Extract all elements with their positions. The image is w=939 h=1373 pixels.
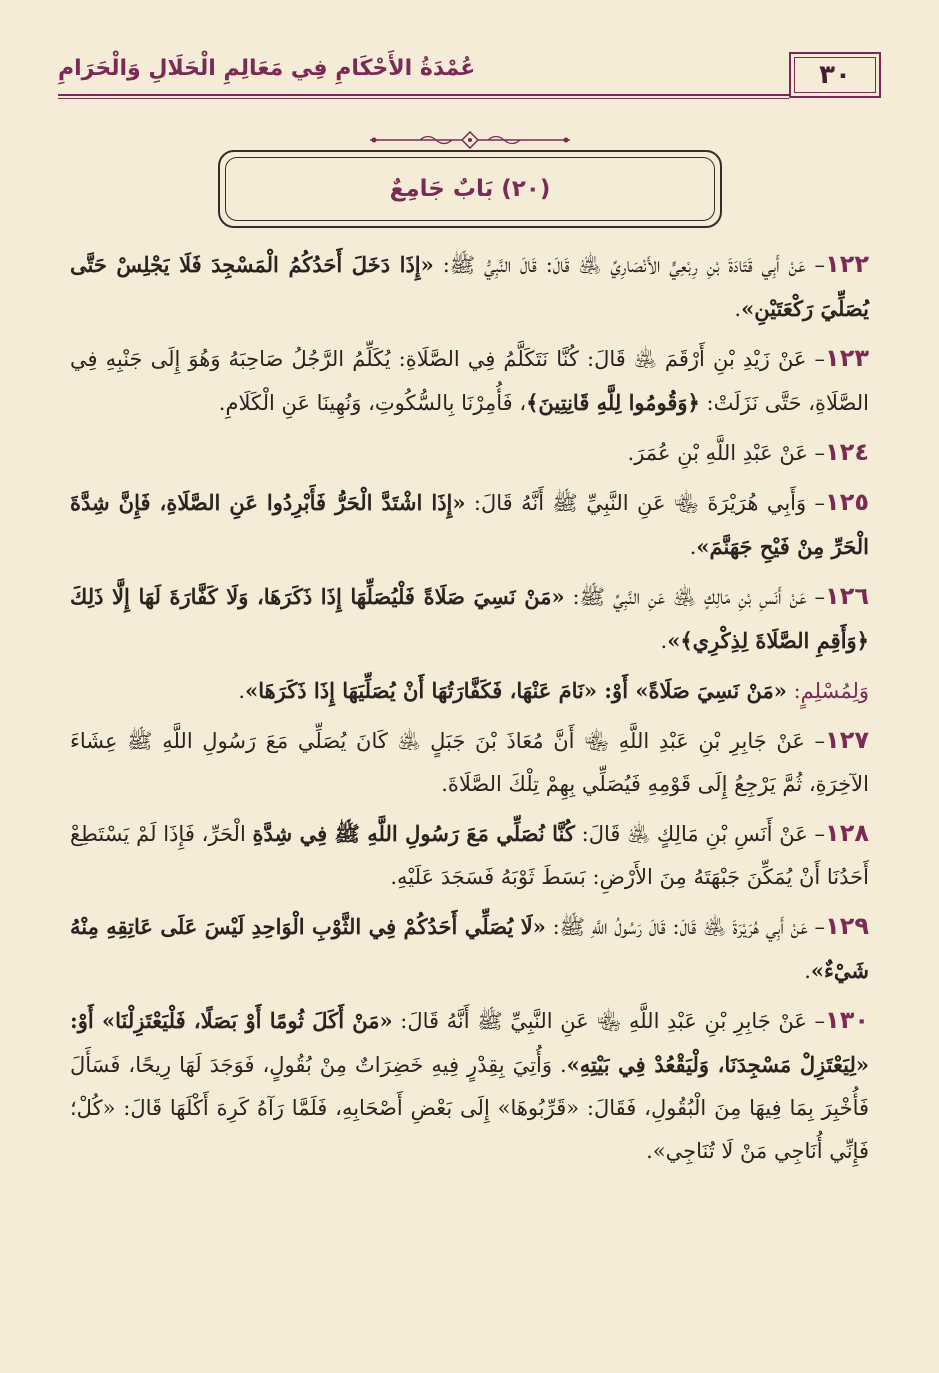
chapter-title: (٢٠) بَابٌ جَامِعٌ xyxy=(389,176,551,202)
hadith-text: وَلِمُسْلِمٍ: xyxy=(786,679,869,703)
hadith-number: ١٢٥ xyxy=(825,488,869,516)
chapter-heading-box xyxy=(218,150,722,228)
hadith-text-end: . xyxy=(660,629,668,653)
hadith-text: – عَنْ عَبْدِ اللَّهِ بْنِ عُمَرَ. xyxy=(627,441,826,465)
hadith-number: ١٣٠ xyxy=(825,1006,869,1034)
hadith-paragraph xyxy=(70,431,869,475)
hadith-quote: «مَنْ نَسِيَ صَلَاةً» أَوْ: «نَامَ عَنْهَا، فَكَفَّارَتُهَا أَنْ يُصَلِّيَهَا إِذَا ذَكَرَهَا» xyxy=(245,678,787,703)
hadith-quote: ﴿وَقُومُوا لِلَّهِ قَانِتِينَ﴾ xyxy=(526,390,700,415)
hadith-quote: «إِذَا دَخَلَ أَحَدُكُمُ الْمَسْجِدَ فَلَا يَجْلِسْ حَتَّى يُصَلِّيَ رَكْعَتَيْنِ» xyxy=(70,252,869,321)
hadith-paragraph xyxy=(70,243,869,331)
hadith-quote: «مَنْ أَكَلَ ثُومًا أَوْ بَصَلًا، فَلْيَعْتَزِلْنَا» أَوْ: «لِيَعْتَزِلْ مَسْجِدَنَا، وَلْيَقْعُدْ فِي بَيْتِهِ» xyxy=(70,1008,869,1077)
hadith-text: – عَنْ أَبِي هُرَيْرَةَ ﵁ قَالَ: قَالَ رَسُولُ اللَّهِ ﷺ: xyxy=(545,915,826,939)
hadith-number: ١٢٣ xyxy=(825,344,869,372)
hadith-text: – عَنْ أَبِي قَتَادَةَ بْنِ رِبْعِيٍّ الأَنْصَارِيِّ ﵁ قَالَ: قَالَ النَّبِيُّ ﷺ: xyxy=(433,253,826,277)
hadith-paragraph xyxy=(70,999,869,1173)
hadith-text: – عَنْ زَيْدِ بْنِ أَرْقَمَ ﵁ قَالَ: كُنَّا نَتَكَلَّمُ فِي الصَّلَاةِ: يُكَلِّمُ الرَّجُلُ صَاحِبَهُ وَهُوَ إِلَى جَنْبِهِ فِي الصَّلَاةِ، حَتَّى نَزَلَتْ: xyxy=(70,347,869,415)
page-number-box xyxy=(789,52,881,98)
hadith-text-end: . xyxy=(734,297,742,321)
hadith-text-end: الْحَرِّ، فَإِذَا لَمْ يَسْتَطِعْ أَحَدُنَا أَنْ يُمَكِّنَ جَبْهَتَهُ مِنَ الأَرْضِ: بَسَطَ ثَوْبَهُ فَسَجَدَ عَلَيْهِ. xyxy=(70,822,869,889)
hadith-text-end: ، فَأُمِرْنَا بِالسُّكُوتِ، وَنُهِينَا عَنِ الْكَلَامِ. xyxy=(218,391,527,415)
hadith-quote: كُنَّا نُصَلِّي مَعَ رَسُولِ اللَّهِ ﷺ فِي شِدَّةِ xyxy=(252,821,575,846)
hadith-number: ١٢٤ xyxy=(825,438,869,466)
hadith-text: – عَنْ أَنَسِ بْنِ مَالِكٍ ﵁ عَنِ النَّبِيِّ ﷺ: xyxy=(564,585,826,609)
header-rule xyxy=(58,94,789,96)
hadith-text: – عَنْ أَنَسِ بْنِ مَالِكٍ ﵁ قَالَ: xyxy=(574,822,826,846)
hadith-text-end: . وَأُتِيَ بِقِدْرٍ فِيهِ خَضِرَاتٌ مِنْ بُقُولٍ، فَوَجَدَ لَهَا رِيحًا، فَسَأَلَ فَأُخْبِرَ بِمَا فِيهَا مِنَ الْبُقُولِ، فَقَالَ: «قَرِّبُوهَا» إِلَى بَعْضِ أَصْحَابِهِ، فَلَمَّا رَآهُ كَرِهَ أَكْلَهَا قَالَ: «كُلْ؛ فَإِنِّي أُنَاجِي مَنْ لَا تُنَاجِي». xyxy=(70,1053,869,1163)
page-header xyxy=(58,52,881,102)
hadith-paragraph xyxy=(70,669,869,713)
hadith-paragraph xyxy=(70,719,869,806)
hadith-number: ١٢٨ xyxy=(825,819,869,847)
hadith-text: – وَأَبِي هُرَيْرَةَ ﵄ عَنِ النَّبِيِّ ﷺ أَنَّهُ قَالَ: xyxy=(465,491,826,515)
hadith-quote: «مَنْ نَسِيَ صَلَاةً فَلْيُصَلِّهَا إِذَا ذَكَرَهَا، وَلَا كَفَّارَةَ لَهَا إِلَّا ذَلِكَ ﴿وَأَقِمِ الصَّلَاةَ لِذِكْرِي﴾» xyxy=(70,584,869,653)
hadith-text-end: . xyxy=(804,959,811,983)
hadith-text: – عَنْ جَابِرِ بْنِ عَبْدِ اللَّهِ ﵄ عَنِ النَّبِيِّ ﷺ أَنَّهُ قَالَ: xyxy=(392,1009,826,1033)
hadith-text: – عَنْ جَابِرِ بْنِ عَبْدِ اللَّهِ ﵄ أَنَّ مُعَاذَ بْنَ جَبَلٍ ﵁ كَانَ يُصَلِّي مَعَ رَسُولِ اللَّهِ ﷺ عِشَاءَ الآخِرَةِ، ثُمَّ يَرْجِعُ إِلَى قَوْمِهِ فَيُصَلِّي بِهِمْ تِلْكَ الصَّلَاةَ. xyxy=(70,729,869,796)
hadith-number: ١٢٩ xyxy=(825,912,870,940)
header-rule-thin xyxy=(58,98,789,99)
hadith-number: ١٢٦ xyxy=(825,582,869,610)
book-title: عُمْدَةُ الأَحْكَامِ فِي مَعَالِمِ الْحَلَالِ وَالْحَرَامِ xyxy=(58,56,476,81)
hadith-text-end: . xyxy=(238,679,246,703)
ornament-divider xyxy=(360,131,580,149)
hadith-list xyxy=(70,243,869,1179)
hadith-paragraph xyxy=(70,905,869,993)
hadith-paragraph xyxy=(70,481,869,569)
hadith-number: ١٢٧ xyxy=(825,726,869,754)
hadith-quote: «إِذَا اشْتَدَّ الْحَرُّ فَأَبْرِدُوا عَنِ الصَّلَاةِ، فَإِنَّ شِدَّةَ الْحَرِّ مِنْ فَيْحِ جَهَنَّمَ» xyxy=(70,490,869,559)
page-number: ٣٠ xyxy=(819,60,851,90)
hadith-paragraph xyxy=(70,575,869,663)
hadith-text-end: . xyxy=(689,535,697,559)
hadith-paragraph xyxy=(70,337,869,425)
hadith-quote: «لَا يُصَلِّي أَحَدُكُمْ فِي الثَّوْبِ الْوَاحِدِ لَيْسَ عَلَى عَاتِقِهِ مِنْهُ شَيْءٌ» xyxy=(70,914,869,983)
hadith-number: ١٢٢ xyxy=(825,250,870,278)
hadith-paragraph xyxy=(70,812,869,899)
